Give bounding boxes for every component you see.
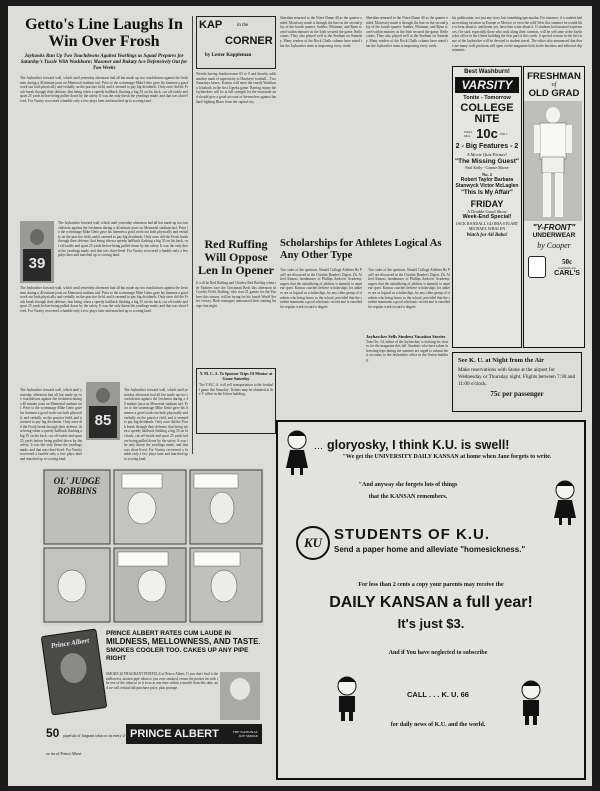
underwear-model-illustration [524, 101, 582, 221]
left-story-headline: Getto's Line Laughs In Win Over Frosh [25, 16, 183, 50]
kansan-call: CALL . . . K. U. 66 [407, 690, 469, 699]
comic-title: OL' JUDGE ROBBINS [53, 476, 101, 496]
air-ad-body: Make reservations with Stone at the airport for Wednesday or Thursday night. Flights between 7:30 and 11:00 o'clock. [458, 367, 576, 387]
kansan-paper: DAILY KANSAN a full year! [329, 594, 533, 611]
right-column-story [366, 16, 448, 456]
store-name: CARL'S [554, 269, 580, 277]
kansan-offer: For less than 2 cents a copy your parents may receive the [358, 582, 504, 588]
column-rule [192, 16, 193, 454]
left-story-body-1: The Jayhawker forward wall, which until yesterday afternoon had all but made up two touchdowns against the freshmen during a 40 minute joust on Memorial stadium turf. Prior to the scrimmage Mike Getto gave his linemen a good work-out both physically and verbally on the practice field, and it seemed to pay big dividends. Only once did the Frosh break through their defense, that being when a speedy halfback flashing a big 35 on his back, cut off-tackle and spurt 25 yards before being pulled down by the safety. It was the only threat the yearlings made, and that was short-lived. For Varsity recovered a fumble only a few plays later and marched up to scoring land. [20, 76, 188, 103]
pa-headline [106, 630, 262, 663]
pa-tin [41, 628, 108, 715]
prince-albert-ad [42, 628, 264, 782]
scholarships-body-2: Two sides of the question, Should College Athletes Be Paid? are discussed in the October Reader's Digest. Dr. Alfred Stearns, headmaster of Phillips Andover Academy, argues that the subsidizing of athletes is harmful to amateur sport. Kansas coaches believe scholarships for athletes are as logical as scholarships for any other group of students who bring honor to the school, provided that the student maintains a good scholastic record and is enrolled for regular work toward a degree. [368, 268, 450, 309]
kap-title-small: in the [237, 23, 249, 28]
price-value: 10c [476, 126, 498, 141]
red-ruffing-body: It will be Red Ruffing and Charley Red Ruffing when the Yankees face the Cincinnati Reds this afternoon in Crosley Field. Ruffing, who won 21 games for the Yankees this season, will be trying for his fourth World Series victory. Both managers announced their starting lineups last night. [196, 281, 276, 308]
product-name: "Y-FRONT" [532, 223, 576, 232]
red-ruffing-story [196, 238, 276, 438]
ad-price-note: Garment Up [558, 265, 576, 270]
friday-cast: JACK RANDALL GLORIA STUART MICHAEL WHALEN [455, 221, 519, 231]
price-block [554, 258, 580, 277]
pa-brand: PRINCE ALBERT [130, 728, 219, 740]
ad-title-2: of [551, 82, 557, 88]
air-ad-title: See K. U. at Night from the Air [458, 357, 544, 364]
player-jersey: 39 [23, 249, 51, 281]
kansan-call-note: for daily news of K.U. and the world. [390, 722, 486, 728]
varsity-name: VARSITY [455, 77, 519, 93]
product-name-line2: UNDERWEAR [532, 232, 576, 239]
air-tour-ad [452, 352, 582, 412]
pa-man-face [230, 678, 250, 700]
college-nite: COLLEGE NITE [460, 102, 514, 125]
kap-column [196, 16, 276, 236]
big-features: 2 - Big Features - 2 [455, 143, 519, 150]
red-ruffing-headline: Red Ruffing Will Oppose Len In Opener [197, 237, 274, 277]
left-story-body-3: The Jayhawker forward wall, which until yesterday afternoon had all but made up two touchdowns against the freshmen during a 40 minute joust on Memorial stadium turf. Prior to the scrimmage Mike Getto gave his linemen a good work-out both physically and verbally on the practice field, and it seemed to pay big dividends. Only once did the Frosh break through their defense, that being when a speedy halfback flashing a big 35 on his back, cut off-tackle and spurt 25 yards before being pulled down by the safety. It was the only threat the yearlings made, and that was short-lived. For Varsity recovered a fumble only a few plays later and marched up to scoring land. [20, 286, 188, 313]
kansan-line1 [314, 436, 580, 454]
this-is-my-affair: "This Is My Affair" [461, 190, 513, 196]
varsity-ad-top-line: Best Washburn! [464, 69, 510, 75]
jayhawker-body: Tom Orr, 34, editor of the Jayhawker, is looking for stories for the magazine this fall. Students who have taken interesting trips during the summer are urged to submit their accounts to the Jayhawker office in the Union building. [366, 339, 448, 362]
pa-tin-brand: Prince Albert [50, 636, 90, 650]
pa-offer [46, 724, 126, 760]
kansan-line4: that the KANSAN remembers. [368, 494, 448, 500]
pa-brand-bar [126, 724, 262, 744]
player-face [96, 388, 110, 403]
pa-headline-part1: PRINCE ALBERT RATES CUM LAUDE IN [106, 630, 231, 637]
price-label: Nite's Mat. [464, 129, 473, 138]
affair-cast: Robert Taylor Barbara Stanwyck Victor McLaglen [455, 177, 519, 189]
missing-guest-cast: Paul Kelly - Connie Moore [465, 165, 509, 170]
quiz-picture: A Movie Quiz Picture! [466, 152, 508, 157]
cartoon-girl-icon [550, 478, 580, 526]
kansan-line3: "And anyway she forgets lots of things [358, 482, 458, 488]
kap-title-top: KAP [199, 19, 223, 31]
double-good-show: A Double Good Show [467, 209, 507, 214]
freshman-underwear-ad [523, 66, 585, 348]
ali-baba: Watch for Ali Baba! [466, 233, 508, 238]
daily-kansan-ad [276, 420, 586, 780]
left-story-body-2: The Jayhawker forward wall, which until yesterday afternoon had all but made up two touchdowns against the freshmen during a 40 minute joust on Memorial stadium turf. Prior to the scrimmage Mike Getto gave his linemen a good work-out both physically and verbally on the practice field, and it seemed to pay big dividends. Only once did the Frosh break through their defense, that being when a speedy halfback flashing a big 35 on his back, cut off-tackle and spurt 25 yards before being pulled down by the safety. It was the only threat the yearlings made, and that was short-lived. For Varsity recovered a fumble only a few plays later and marched up to scoring land. [58, 221, 188, 258]
kap-body: Weirdo having Southwestern 65 to 0 and thereby adds another mark of superiority to Hawkeye football... Two Saturdays hence, Kansas will meet the sturdy Washburn Ichabods in the first Topeka game. Barring injury the Jayhawkers will be at full strength for the encounter and should give a good account of themselves against the hard-fighting Blues from the capital city. [196, 72, 276, 104]
ad-footer [524, 256, 584, 278]
left-story-photo-2 [86, 382, 120, 440]
pa-body: SMOKE 20 FRAGRANT PIPEFULS of Prince Albert. If you don't find it the mellowest, tastiest pipe tobacco you ever smoked, return the pocket tin with the rest of the tobacco in it to us at any time within a month from this date, and we will refund full purchase price, plus postage. [106, 672, 218, 690]
kansan-line1-pre: … [314, 441, 323, 451]
player-face [30, 229, 44, 245]
player-jersey: 85 [89, 406, 117, 438]
middle-story-body-1: Sheridan returned to the Notre Dame 40 as the quarter ended. Morrissey made it through the line on the second play of the fourth quarter. Sodder, Whitman, and Ryan scored within minutes as the Irish secured the game. Reflections: They also played well at the Stadium on Saturday. Many readers of the Rock Chalk column have noted that the Jayhawker team is improving every week. [280, 16, 362, 48]
brand-script: by Cooper [537, 241, 571, 250]
left-story-subhead: Jayhawks Run Up Two Touchdowns Against Yearlings as Squad Prepares for Saturday's Tussle With Washburn; Masoner and Bukaty Ace Defensively Out for Two Weeks [20, 54, 188, 71]
scholarships-headline: Scholarships for Athletes Logical As Any Other Type [280, 238, 442, 261]
ymca-body: The Y.M.C.A. will sell transportation to the football game this Saturday. Tickets may be obtained at the Y office in the Union building. [199, 383, 273, 397]
ku-logo: KU [296, 526, 330, 560]
pa-brand-tag: THE NATIONAL JOY SMOKE [232, 730, 258, 738]
right-column-body-1: Sheridan returned to the Notre Dame 40 as the quarter ended. Morrissey made it through the line on the second play of the fourth quarter. Sodder, Whitman, and Ryan scored within minutes as the Irish secured the game. Reflections: They also played well at the Stadium on Saturday. Many readers of the Rock Chalk column have noted that the Jayhawker team is improving every week. [366, 16, 448, 48]
left-story-body-4: The Jayhawker forward wall, which until yesterday afternoon had all but made up two touchdowns against the freshmen during a 40 minute joust on Memorial stadium turf. Prior to the scrimmage Mike Getto gave his linemen a good work-out both physically and verbally on the practice field, and it seemed to pay big dividends. Only once did the Frosh break through their defense, that being when a speedy halfback flashing a big 35 on his back, cut off-tackle and spurt 25 yards before being pulled down by the safety. It was the only threat the yearlings made, and that was short-lived. For Varsity recovered a fumble only a few plays later and marched up to scoring land. [20, 388, 82, 461]
jockey-logo [528, 256, 546, 278]
air-ad-price: 75c per passenger [490, 390, 544, 398]
no-2: No. 2 [482, 172, 492, 177]
friday-label: FRIDAY [470, 199, 504, 209]
pa-tin-portrait [58, 651, 88, 684]
jayhawker-subhead: Jayhawker Sells Student Vacation Stories [366, 334, 446, 339]
week-end-special: Week-End Special! [462, 214, 512, 220]
kap-title-bottom: CORNER [225, 35, 273, 47]
ad-price: 50c [561, 257, 573, 266]
pa-headline-highlight: MILDNESS, MELLOWNESS, AND TASTE [106, 637, 259, 646]
cartoon-girl-icon [282, 428, 312, 476]
pa-offer-text: pipefuls of fragrant tobacco in every 2-oz tin of Prince Albert [46, 733, 126, 756]
cartoon-boy-icon [516, 678, 546, 726]
ymca-box [196, 368, 276, 434]
newspaper-page [8, 6, 592, 786]
left-story-photo-1 [20, 221, 54, 283]
price-note: Till 7 [499, 131, 508, 136]
kap-byline: by Lester Kappleman [205, 53, 252, 58]
ad-title-3: OLD GRAD [528, 88, 580, 99]
varsity-theater-ad [452, 66, 522, 348]
left-story-body-5: The Jayhawker forward wall, which until yesterday afternoon had all but made up two touchdowns against the freshmen during a 40 minute joust on Memorial stadium turf. Prior to the scrimmage Mike Getto gave his linemen a good work-out both physically and verbally on the practice field, and it seemed to pay big dividends. Only once did the Frosh break through their defense, that being when a speedy halfback flashing a big 35 on his back, cut off-tackle and spurt 25 yards before being pulled down by the safety. It was the only threat the yearlings made, and that was short-lived. For Varsity recovered a fumble only a few plays later and marched up to scoring land. [124, 388, 188, 461]
kansan-neglect: And if You have neglected to subscribe [388, 650, 488, 656]
right-column-body-2: his publication, not just any story but something spectacular. For instance, if a student had an exciting vacation in Europe or Mexico or even the wild West this summer he would like to hear about it, and better yet, have him write about it. If students had unusual experiences, Orr said, especially those who took along their cameras, will be welcome at the Jayhawker office in the Union building the first part of this week. A special section in the first issue of the Jayhawker will be devoted to student travel. The editor also announced that there are many staff positions still open on the magazine both in the business and editorial departments. [452, 16, 582, 53]
kansan-title: STUDENTS OF K.U. [334, 526, 491, 543]
price-row [453, 126, 521, 141]
ymca-caption: Y. M. C. A. To Sponsor Trips Of Mentor at Game Saturday [199, 371, 273, 381]
pa-headline-part2: . SMOKES COOLER TOO. CAKES UP ANY PIPE RIGHT [106, 639, 261, 662]
cartoon-boy-icon [332, 674, 362, 722]
kap-title-box [196, 16, 276, 69]
pa-man-portrait [220, 672, 260, 720]
varsity-tagline: Tonite - Tomorrow [463, 95, 511, 101]
left-story [20, 16, 188, 461]
kansan-price: It's just $3. [397, 616, 465, 631]
comic-strip [42, 468, 264, 626]
missing-guest: "The Missing Guest" [455, 158, 519, 165]
kansan-line2: "We get the UNIVERSITY DAILY KANSAN at home when Jane forgets to write. [342, 454, 552, 460]
kansan-title-sub: Send a paper home and alleviate "homesickness." [334, 545, 526, 554]
pa-offer-number: 50 [46, 726, 60, 740]
kansan-line1-main: gloryosky, I think K.U. is swell! [327, 438, 510, 452]
ad-title-1: FRESHMAN [527, 71, 581, 82]
scholarships-body-1: Two sides of the question, Should College Athletes Be Paid? are discussed in the October Reader's Digest. Dr. Alfred Stearns, headmaster of Phillips Andover Academy, argues that the subsidizing of athletes is harmful to amateur sport. Kansas coaches believe scholarships for athletes are as logical as scholarships for any other group of students who bring honor to the school, provided that the student maintains a good scholastic record and is enrolled for regular work toward a degree. [280, 268, 362, 309]
